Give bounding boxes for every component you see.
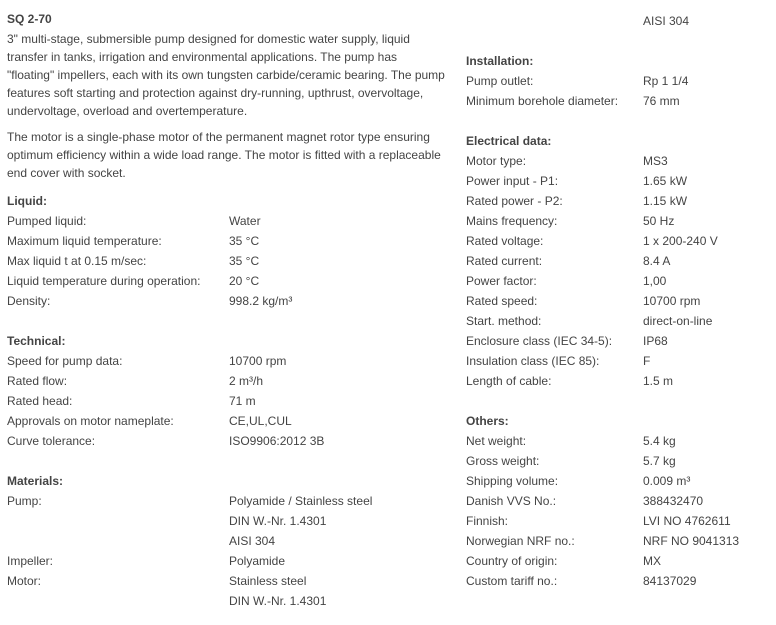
liquid-label: Pumped liquid: bbox=[7, 214, 87, 228]
electrical-label: Start. method: bbox=[466, 314, 542, 328]
others-label: Gross weight: bbox=[466, 454, 540, 468]
description-paragraph-1: 3" multi-stage, submersible pump designed for domestic water supply, liquid transfer in tanks, irrigation and environmental applications. The pump has "floating" impellers, each with its own tungsten carbide/ceramic bearing. The pump features soft starting and protection against dry-running, upthrust, overvoltage, undervoltage, overload and overtemperature. bbox=[7, 32, 445, 118]
technical-value: 2 m³/h bbox=[229, 374, 264, 388]
liquid-value: 35 °C bbox=[229, 234, 260, 248]
electrical-label: Rated voltage: bbox=[466, 234, 544, 248]
electrical-value: 8.4 A bbox=[643, 254, 671, 268]
electrical-label: Enclosure class (IEC 34-5): bbox=[466, 334, 613, 348]
materials-value: AISI 304 bbox=[229, 534, 276, 548]
electrical-label: Rated current: bbox=[466, 254, 543, 268]
electrical-label: Power factor: bbox=[466, 274, 537, 288]
others-label: Danish VVS No.: bbox=[466, 494, 557, 508]
others-label: Finnish: bbox=[466, 514, 509, 528]
others-value: 5.7 kg bbox=[643, 454, 676, 468]
others-label: Net weight: bbox=[466, 434, 527, 448]
others-value: MX bbox=[643, 554, 661, 568]
others-label: Custom tariff no.: bbox=[466, 574, 558, 588]
liquid-label: Max liquid t at 0.15 m/sec: bbox=[7, 254, 147, 268]
electrical-value: 50 Hz bbox=[643, 214, 675, 228]
installation-value: 76 mm bbox=[643, 94, 680, 108]
others-label: Country of origin: bbox=[466, 554, 558, 568]
electrical-value: 1.15 kW bbox=[643, 194, 688, 208]
technical-value: 71 m bbox=[229, 394, 256, 408]
liquid-label: Density: bbox=[7, 294, 51, 308]
electrical-value: 1.5 m bbox=[643, 374, 674, 388]
technical-label: Speed for pump data: bbox=[7, 354, 123, 368]
materials-value: Polyamide bbox=[229, 554, 286, 568]
electrical-value: F bbox=[643, 354, 651, 368]
materials-value: DIN W.-Nr. 1.4301 bbox=[229, 514, 327, 528]
electrical-value: 10700 rpm bbox=[643, 294, 701, 308]
technical-value: ISO9906:2012 3B bbox=[229, 434, 325, 448]
others-value: LVI NO 4762611 bbox=[643, 514, 731, 528]
electrical-label: Mains frequency: bbox=[466, 214, 558, 228]
liquid-value: 998.2 kg/m³ bbox=[229, 294, 293, 308]
electrical-label: Length of cable: bbox=[466, 374, 552, 388]
description-paragraph-2: The motor is a single-phase motor of the permanent magnet rotor type ensuring optimum efficiency within a wide load range. The motor is fitted with a replaceable end cover with socket. bbox=[7, 130, 441, 180]
others-label: Shipping volume: bbox=[466, 474, 559, 488]
electrical-label: Rated speed: bbox=[466, 294, 538, 308]
materials-value: DIN W.-Nr. 1.4301 bbox=[229, 594, 327, 608]
materials-label: Pump: bbox=[7, 494, 42, 508]
electrical-value: 1 x 200-240 V bbox=[643, 234, 718, 248]
electrical-heading: Electrical data: bbox=[466, 134, 552, 148]
others-value: NRF NO 9041313 bbox=[643, 534, 740, 548]
materials-label: Motor: bbox=[7, 574, 42, 588]
electrical-label: Power input - P1: bbox=[466, 174, 559, 188]
technical-heading: Technical: bbox=[7, 334, 66, 348]
electrical-label: Rated power - P2: bbox=[466, 194, 563, 208]
materials-continued-value: AISI 304 bbox=[643, 14, 690, 28]
pump-title: SQ 2-70 bbox=[7, 12, 52, 26]
installation-label: Pump outlet: bbox=[466, 74, 534, 88]
electrical-value: MS3 bbox=[643, 154, 668, 168]
liquid-value: 35 °C bbox=[229, 254, 260, 268]
others-value: 84137029 bbox=[643, 574, 697, 588]
technical-value: CE,UL,CUL bbox=[229, 414, 292, 428]
liquid-heading: Liquid: bbox=[7, 194, 47, 208]
technical-label: Rated head: bbox=[7, 394, 73, 408]
electrical-value: 1,00 bbox=[643, 274, 667, 288]
materials-value: Polyamide / Stainless steel bbox=[229, 494, 373, 508]
technical-label: Approvals on motor nameplate: bbox=[7, 414, 174, 428]
others-heading: Others: bbox=[466, 414, 509, 428]
installation-label: Minimum borehole diameter: bbox=[466, 94, 619, 108]
others-label: Norwegian NRF no.: bbox=[466, 534, 575, 548]
liquid-label: Liquid temperature during operation: bbox=[7, 274, 201, 288]
materials-value: Stainless steel bbox=[229, 574, 307, 588]
electrical-label: Motor type: bbox=[466, 154, 527, 168]
liquid-label: Maximum liquid temperature: bbox=[7, 234, 162, 248]
others-value: 5.4 kg bbox=[643, 434, 676, 448]
materials-label: Impeller: bbox=[7, 554, 54, 568]
liquid-value: 20 °C bbox=[229, 274, 260, 288]
electrical-label: Insulation class (IEC 85): bbox=[466, 354, 600, 368]
installation-value: Rp 1 1/4 bbox=[643, 74, 689, 88]
technical-label: Rated flow: bbox=[7, 374, 68, 388]
electrical-value: direct-on-line bbox=[643, 314, 713, 328]
others-value: 0.009 m³ bbox=[643, 474, 691, 488]
technical-label: Curve tolerance: bbox=[7, 434, 96, 448]
technical-value: 10700 rpm bbox=[229, 354, 287, 368]
others-value: 388432470 bbox=[643, 494, 704, 508]
installation-heading: Installation: bbox=[466, 54, 534, 68]
materials-heading: Materials: bbox=[7, 474, 64, 488]
electrical-value: IP68 bbox=[643, 334, 668, 348]
liquid-value: Water bbox=[229, 214, 261, 228]
electrical-value: 1.65 kW bbox=[643, 174, 688, 188]
